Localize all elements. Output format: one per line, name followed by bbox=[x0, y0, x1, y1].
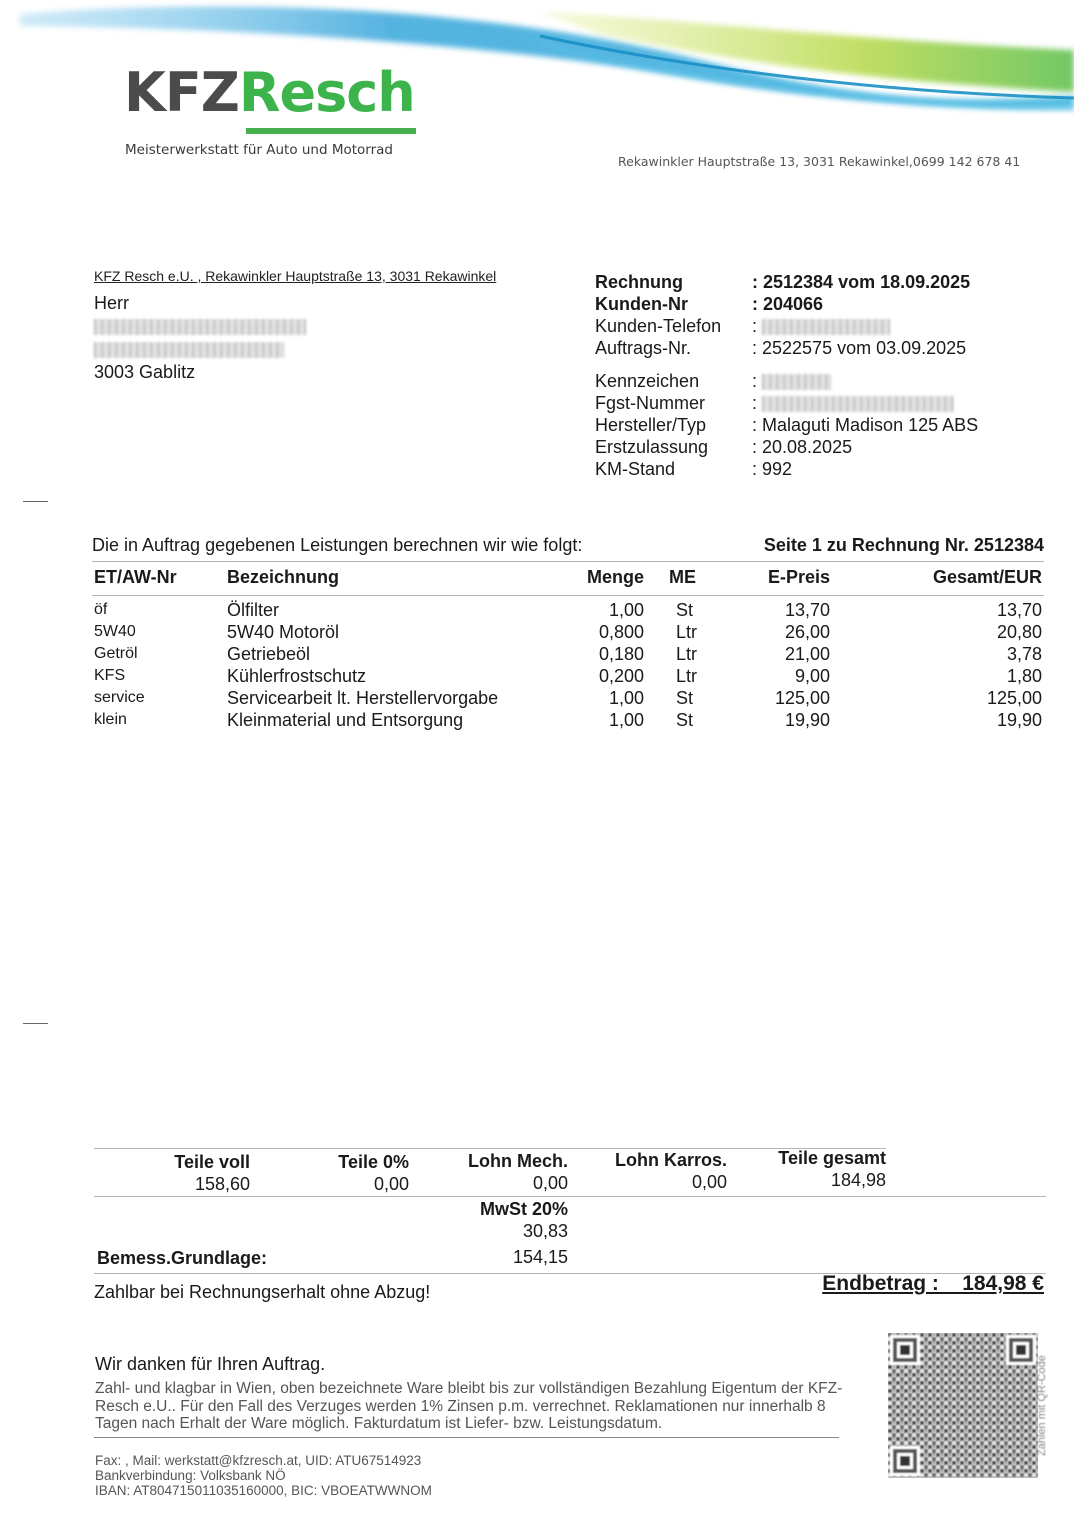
customer-number: : 204066 bbox=[752, 294, 824, 314]
sender-return-address: KFZ Resch e.U. , Rekawinkler Hauptstraße 13, 3031 Rekawinkel bbox=[94, 268, 497, 284]
col-header-nr: ET/AW-Nr bbox=[94, 567, 177, 587]
company-tagline: Meisterwerkstatt für Auto und Motorrad bbox=[125, 142, 394, 158]
company-address: Rekawinkler Hauptstraße 13, 3031 Rekawinkel,0699 142 678 41 bbox=[618, 154, 1021, 169]
invoice-meta bbox=[595, 271, 970, 359]
fold-mark bbox=[23, 1023, 48, 1024]
bemess-label: Bemess.Grundlage: bbox=[97, 1248, 268, 1268]
table-row: klein Kleinmaterial und Entsorgung 1,00 St 19,90 19,90 bbox=[94, 710, 1042, 730]
meta-row-erstzulassung: Erstzulassung : 20.08.2025 bbox=[595, 437, 853, 457]
col-header-bezeichnung: Bezeichnung bbox=[227, 567, 340, 587]
bemess-value: 154,15 bbox=[512, 1247, 568, 1267]
footer-bank: Bankverbindung: Volksbank NÖ bbox=[95, 1468, 286, 1483]
items-intro: Die in Auftrag gegebenen Leistungen berechnen wir wie folgt: bbox=[92, 535, 583, 555]
meta-row-kunden-nr: Kunden-Nr : 204066 bbox=[595, 294, 824, 314]
recipient-name-redacted bbox=[94, 315, 306, 338]
meta-row-fgst-nummer: Fgst-Nummer : bbox=[595, 392, 978, 414]
meta-row-kunden-telefon: Kunden-Telefon : bbox=[595, 315, 970, 337]
logo-kfz: KFZ bbox=[124, 61, 239, 124]
meta-row-auftrags-nr: Auftrags-Nr. : 2522575 vom 03.09.2025 bbox=[595, 338, 967, 358]
recipient-street-redacted bbox=[94, 338, 306, 361]
invoice-number: : 2512384 vom 18.09.2025 bbox=[752, 272, 971, 292]
col-header-menge: Menge bbox=[586, 567, 644, 587]
divider bbox=[94, 1196, 1046, 1197]
col-header-me: ME bbox=[669, 567, 696, 587]
meta-row-kennzeichen: Kennzeichen : bbox=[595, 370, 978, 392]
table-row: Getröl Getriebeöl 0,180 Ltr 21,00 3,78 bbox=[94, 644, 1042, 664]
recipient-address bbox=[94, 292, 306, 384]
items-table-header bbox=[94, 567, 1044, 591]
divider bbox=[94, 1437, 839, 1438]
divider bbox=[92, 595, 1044, 596]
footer-contact: Fax: , Mail: werkstatt@kfzresch.at, UID: ATU67514923 bbox=[95, 1453, 422, 1468]
total-teile-0: Teile 0% 0,00 bbox=[338, 1152, 409, 1194]
total-lohn-mech: Lohn Mech. 0,00 bbox=[468, 1151, 568, 1193]
total-teile-voll: Teile voll 158,60 bbox=[174, 1152, 250, 1194]
divider bbox=[92, 561, 1044, 562]
total-teile-gesamt: Teile gesamt 184,98 bbox=[778, 1148, 886, 1190]
footer-iban: IBAN: AT804715011035160000, BIC: VBOEATWWNOM bbox=[95, 1483, 432, 1498]
divider bbox=[94, 1148, 886, 1149]
col-header-epreis: E-Preis bbox=[767, 567, 830, 587]
meta-row-rechnung: Rechnung : 2512384 vom 18.09.2025 bbox=[595, 272, 971, 292]
legal-terms: Zahl- und klagbar in Wien, oben bezeichnete Ware bleibt bis zur vollständigen Bezahlung Eigentum der KFZ-Resch e.U.. Für den Fall des Verzuges werden 1% Zinsen p.m. verrechnet. Reklamationen nur innerhalb 8 Tagen nach Erhalt der Ware möglich. Fakturdatum ist Liefer- bzw. Leistungsdatum. bbox=[95, 1380, 843, 1432]
table-row: öf Ölfilter 1,00 St 13,70 13,70 bbox=[94, 600, 1042, 620]
table-row: KFS Kühlerfrostschutz 0,200 Ltr 9,00 1,80 bbox=[94, 666, 1042, 686]
meta-row-km-stand: KM-Stand : 992 bbox=[595, 459, 793, 479]
items-table-body bbox=[94, 600, 1044, 732]
recipient-city: 3003 Gablitz bbox=[94, 362, 196, 382]
fold-mark bbox=[23, 501, 48, 502]
company-footer bbox=[95, 1453, 432, 1498]
mileage: : 992 bbox=[752, 459, 793, 479]
table-row: 5W40 5W40 Motoröl 0,800 Ltr 26,00 20,80 bbox=[94, 622, 1042, 642]
grand-total: Endbetrag : 184,98 € bbox=[822, 1272, 1044, 1295]
logo-underline-bar bbox=[246, 128, 416, 134]
company-logo bbox=[124, 61, 415, 124]
recipient-salutation: Herr bbox=[94, 293, 129, 313]
thank-you-note: Wir danken für Ihren Auftrag. bbox=[95, 1354, 326, 1374]
first-registration: : 20.08.2025 bbox=[752, 437, 853, 457]
order-number: : 2522575 vom 03.09.2025 bbox=[752, 338, 967, 358]
qr-caption: Zahlen mit QR-Code bbox=[1036, 1355, 1048, 1457]
total-lohn-karros: Lohn Karros. 0,00 bbox=[614, 1150, 727, 1192]
payment-terms: Zahlbar bei Rechnungserhalt ohne Abzug! bbox=[94, 1282, 431, 1302]
meta-row-hersteller: Hersteller/Typ : Malaguti Madison 125 ABS bbox=[595, 415, 979, 435]
vehicle-model: : Malaguti Madison 125 ABS bbox=[752, 415, 979, 435]
vehicle-meta bbox=[595, 370, 978, 480]
table-row: service Servicearbeit lt. Herstellervorgabe 1,00 St 125,00 125,00 bbox=[94, 688, 1042, 708]
logo-resch: Resch bbox=[238, 61, 415, 124]
col-header-gesamt: Gesamt/EUR bbox=[932, 567, 1042, 587]
total-mwst: MwSt 20% 30,83 bbox=[479, 1199, 568, 1241]
page-info: Seite 1 zu Rechnung Nr. 2512384 bbox=[763, 535, 1044, 555]
payment-qr-code-icon bbox=[888, 1333, 1038, 1478]
